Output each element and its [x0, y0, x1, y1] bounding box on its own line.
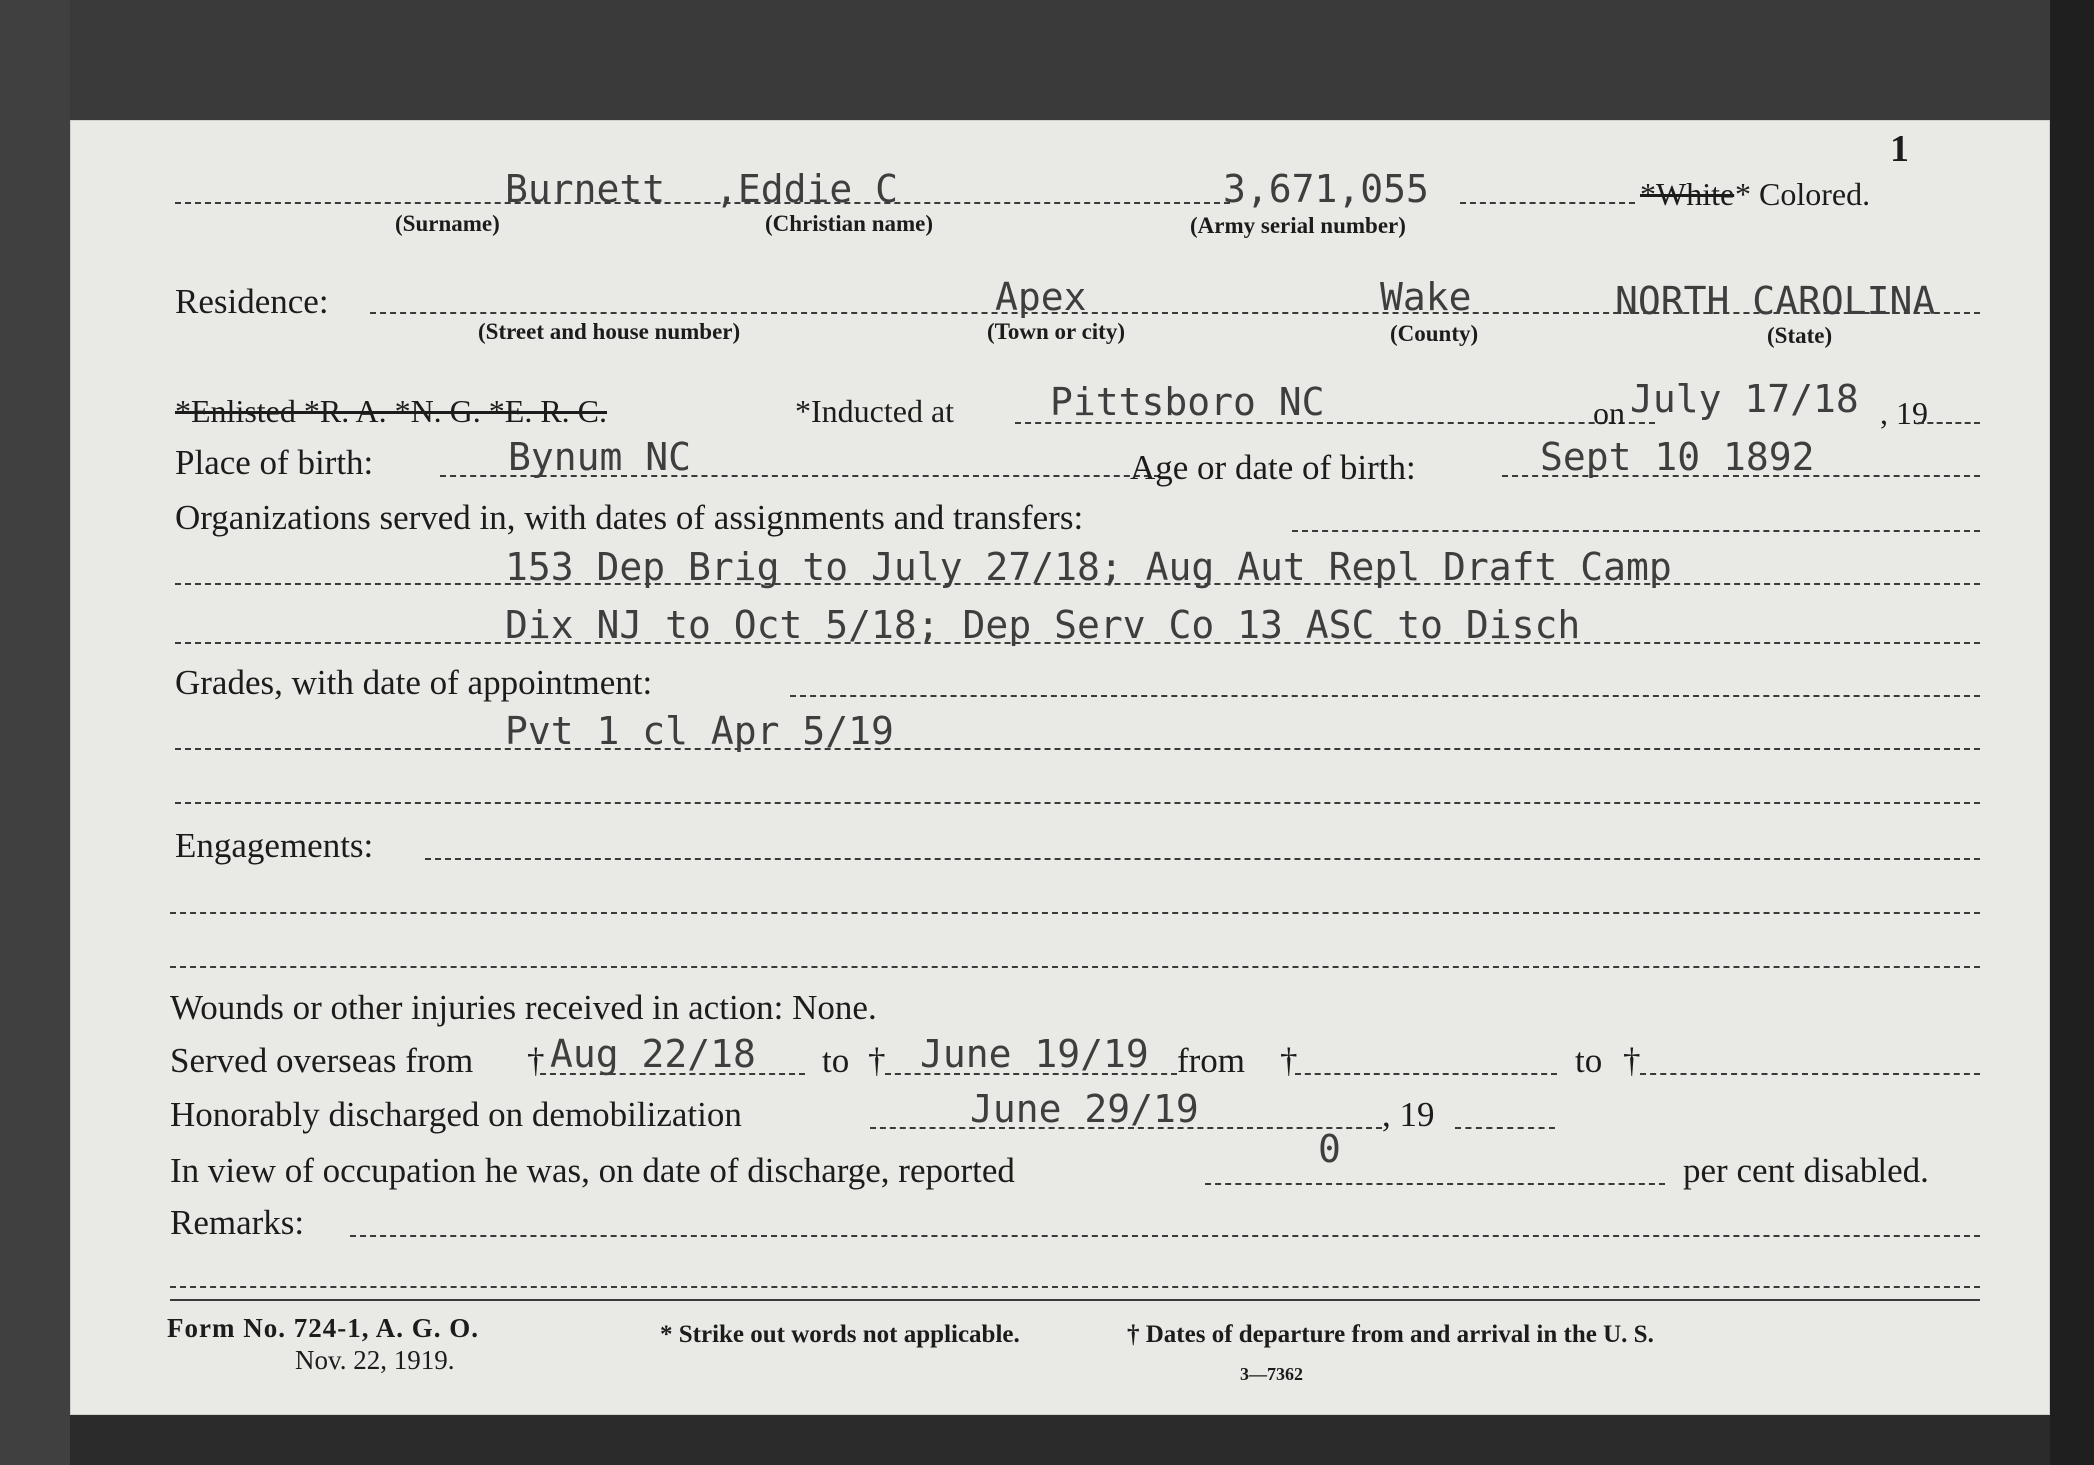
disability-line: [1205, 1183, 1665, 1185]
on-label: on: [1593, 395, 1625, 431]
place-of-birth-label: Place of birth:: [175, 443, 374, 482]
race-colored: * Colored.: [1735, 176, 1871, 212]
surname-value: Burnett: [505, 167, 666, 211]
form-number: Form No. 724-1, A. G. O.: [167, 1313, 479, 1343]
town-caption: (Town or city): [987, 319, 1125, 344]
disability-suffix: per cent disabled.: [1683, 1151, 1929, 1190]
residence-label: Residence:: [175, 282, 329, 321]
overseas-from2-line: [1295, 1073, 1557, 1075]
induction-date-value: July 17/18: [1630, 377, 1859, 421]
form-date: Nov. 22, 1919.: [295, 1345, 455, 1375]
overseas-dagger-4: †: [1623, 1041, 1641, 1080]
county-value: Wake: [1380, 275, 1472, 319]
discharge-year-line: [1455, 1127, 1555, 1129]
name-line: [175, 202, 1230, 204]
overseas-to-value: June 19/19: [920, 1032, 1149, 1076]
organizations-line-2-value: Dix NJ to Oct 5/18; Dep Serv Co 13 ASC to Disch: [505, 603, 1581, 647]
date-of-birth-value: Sept 10 1892: [1540, 435, 1815, 479]
disability-label: In view of occupation he was, on date of discharge, reported: [170, 1151, 1015, 1190]
wounds-label: Wounds or other injuries received in action: None.: [170, 988, 877, 1027]
engagements-line-0: [425, 858, 1980, 860]
discharge-date-value: June 29/19: [970, 1087, 1199, 1131]
discharge-year-suffix: , 19: [1382, 1095, 1435, 1134]
county-caption: (County): [1390, 321, 1479, 346]
grades-line-1: [175, 748, 1980, 750]
organizations-line-1-value: 153 Dep Brig to July 27/18; Aug Aut Repl Draft Camp: [505, 545, 1672, 589]
overseas-to2-label: to: [1575, 1041, 1603, 1080]
organizations-line-0: [1292, 530, 1980, 532]
grades-line-0: [790, 695, 1980, 697]
print-code: 3—7362: [1240, 1364, 1303, 1384]
scanner-backdrop-right: [2050, 0, 2094, 1465]
christian-name-value: ,Eddie C: [715, 167, 899, 211]
strike-note: * Strike out words not applicable.: [660, 1321, 1020, 1348]
engagements-label: Engagements:: [175, 826, 374, 865]
overseas-dagger-1: †: [527, 1041, 545, 1080]
remarks-line-0: [350, 1235, 1980, 1237]
inducted-at-label: *Inducted at: [795, 393, 955, 429]
discharged-label: Honorably discharged on demobilization: [170, 1095, 742, 1134]
overseas-from2-label: from: [1177, 1041, 1246, 1080]
engagements-line-2: [170, 966, 1980, 968]
serial-caption: (Army serial number): [1190, 213, 1406, 238]
overseas-dagger-2: †: [868, 1041, 886, 1080]
engagements-line-1: [170, 912, 1980, 914]
remarks-line-1: [170, 1286, 1980, 1288]
served-overseas-label: Served overseas from: [170, 1041, 474, 1080]
dagger-note: † Dates of departure from and arrival in the U. S.: [1127, 1321, 1654, 1348]
grades-line-2: [175, 802, 1980, 804]
serial-tail-line: [1460, 202, 1635, 204]
enlistment-options-struck: *Enlisted *R. A. *N. G. *E. R. C.: [175, 393, 608, 429]
overseas-dagger-3: †: [1280, 1041, 1298, 1080]
disability-percent-value: 0: [1318, 1127, 1341, 1171]
footer-divider: [170, 1299, 1980, 1301]
army-serial-value: 3,671,055: [1223, 167, 1429, 211]
town-value: Apex: [995, 275, 1087, 319]
place-of-birth-value: Bynum NC: [508, 435, 692, 479]
scanner-backdrop-left: [0, 0, 70, 1465]
induction-year-suffix: , 19: [1880, 395, 1928, 431]
grades-line-1-value: Pvt 1 cl Apr 5/19: [505, 709, 894, 753]
grades-label: Grades, with date of appointment:: [175, 663, 653, 702]
scanner-backdrop-top: [0, 0, 2094, 125]
surname-caption: (Surname): [395, 211, 500, 236]
overseas-to-label: to: [822, 1041, 850, 1080]
race-white-struck: *White: [1640, 176, 1735, 212]
service-record-card: [70, 120, 2050, 1415]
inducted-place-value: Pittsboro NC: [1050, 380, 1325, 424]
organizations-label: Organizations served in, with dates of assignments and transfers:: [175, 498, 1084, 537]
overseas-to2-line: [1640, 1073, 1980, 1075]
state-caption: (State): [1767, 323, 1833, 348]
overseas-from-value: Aug 22/18: [550, 1032, 756, 1076]
age-label: Age or date of birth:: [1130, 448, 1416, 487]
page-number: 1: [1890, 128, 1909, 170]
remarks-label: Remarks:: [170, 1203, 305, 1242]
street-caption: (Street and house number): [478, 319, 741, 344]
induction-year-line: [1918, 422, 1980, 424]
state-value: NORTH CAROLINA: [1615, 279, 1936, 323]
christian-caption: (Christian name): [765, 211, 934, 236]
